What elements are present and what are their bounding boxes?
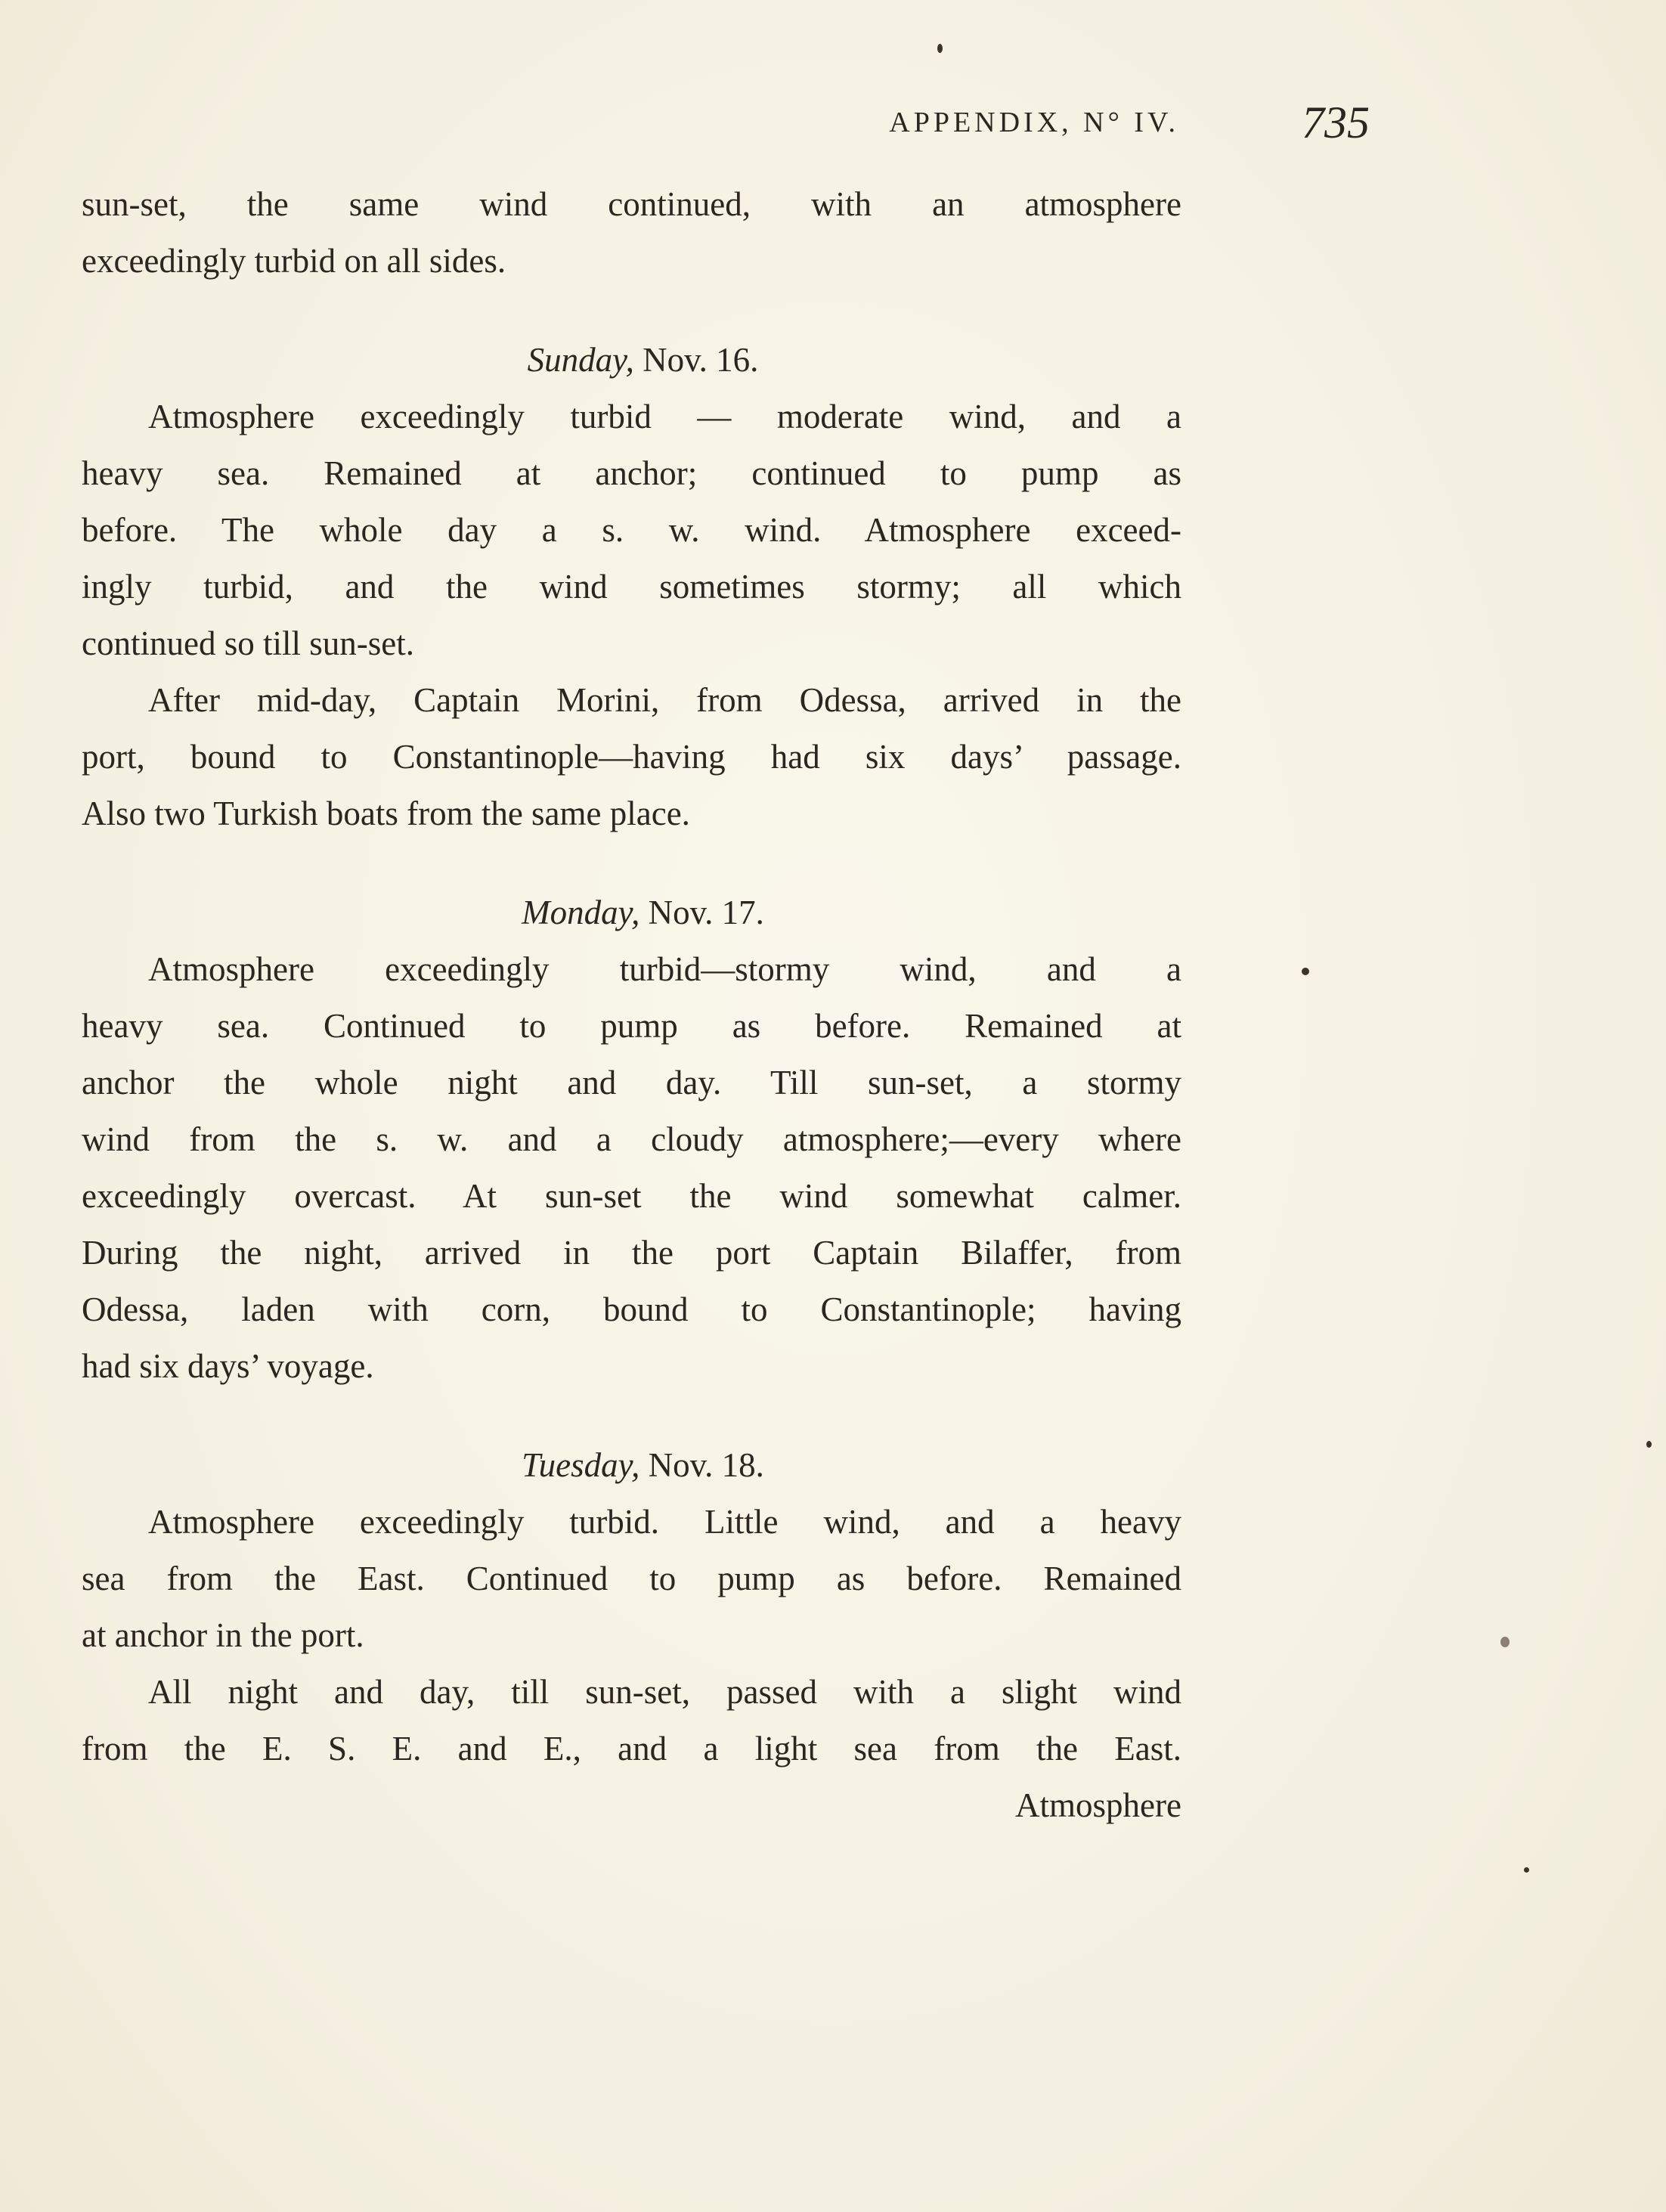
date-heading-monday bbox=[82, 884, 1181, 941]
text-line: During the night, arrived in the port Captain Bilaffer, from bbox=[82, 1234, 1181, 1272]
text-line: exceedingly overcast. At sun-set the wind somewhat calmer. bbox=[82, 1177, 1181, 1215]
text-line: exceedingly turbid on all sides. bbox=[82, 242, 506, 280]
text-line: All night and day, till sun-set, passed with a slight wind bbox=[148, 1673, 1181, 1711]
date-heading-tuesday bbox=[82, 1437, 1181, 1494]
text-line: from the E. S. E. and E., and a light sea from the East. bbox=[82, 1730, 1181, 1767]
date-label: Nov. 18. bbox=[648, 1446, 764, 1484]
catchword: Atmosphere bbox=[1015, 1786, 1181, 1824]
page-number: 735 bbox=[1302, 98, 1370, 147]
day-name: Monday, bbox=[522, 894, 640, 931]
text-line: port, bound to Constantinople—having had six days’ passage. bbox=[82, 738, 1181, 776]
text-line: wind from the s. w. and a cloudy atmosphere;—every where bbox=[82, 1120, 1181, 1158]
text-line: After mid-day, Captain Morini, from Odessa, arrived in the bbox=[148, 681, 1181, 719]
date-label: Nov. 17. bbox=[648, 894, 764, 931]
text-line: Atmosphere exceedingly turbid. Little wind, and a heavy bbox=[148, 1503, 1181, 1541]
text-line: Odessa, laden with corn, bound to Constantinople; having bbox=[82, 1290, 1181, 1328]
ink-speck bbox=[1500, 1637, 1510, 1647]
text-line: had six days’ voyage. bbox=[82, 1347, 374, 1385]
ink-speck bbox=[937, 44, 943, 53]
ink-speck bbox=[1524, 1867, 1529, 1873]
text-line: continued so till sun-set. bbox=[82, 624, 414, 662]
date-label: Nov. 16. bbox=[643, 341, 759, 379]
date-heading-sunday bbox=[82, 332, 1181, 389]
ink-speck bbox=[1646, 1441, 1652, 1448]
text-line: Also two Turkish boats from the same place. bbox=[82, 795, 690, 832]
text-line: heavy sea. Continued to pump as before. Remained at bbox=[82, 1007, 1181, 1045]
text-line: sea from the East. Continued to pump as before. Remained bbox=[82, 1560, 1181, 1597]
text-line: Atmosphere exceedingly turbid — moderate wind, and a bbox=[148, 398, 1181, 435]
text-line: ingly turbid, and the wind sometimes stormy; all which bbox=[82, 568, 1181, 606]
page-body bbox=[82, 176, 1181, 1834]
day-name: Tuesday, bbox=[522, 1446, 640, 1484]
text-line: at anchor in the port. bbox=[82, 1616, 364, 1654]
text-line: before. The whole day a s. w. wind. Atmosphere exceed- bbox=[82, 511, 1181, 549]
text-line: Atmosphere exceedingly turbid—stormy wind, and a bbox=[148, 950, 1181, 988]
day-name: Sunday, bbox=[527, 341, 634, 379]
running-head: APPENDIX, N° IV. bbox=[889, 107, 1179, 138]
ink-speck bbox=[1302, 968, 1309, 975]
text-line: anchor the whole night and day. Till sun-set, a stormy bbox=[82, 1064, 1181, 1101]
text-line: sun-set, the same wind continued, with an atmosphere bbox=[82, 185, 1181, 223]
text-line: heavy sea. Remained at anchor; continued to pump as bbox=[82, 454, 1181, 492]
